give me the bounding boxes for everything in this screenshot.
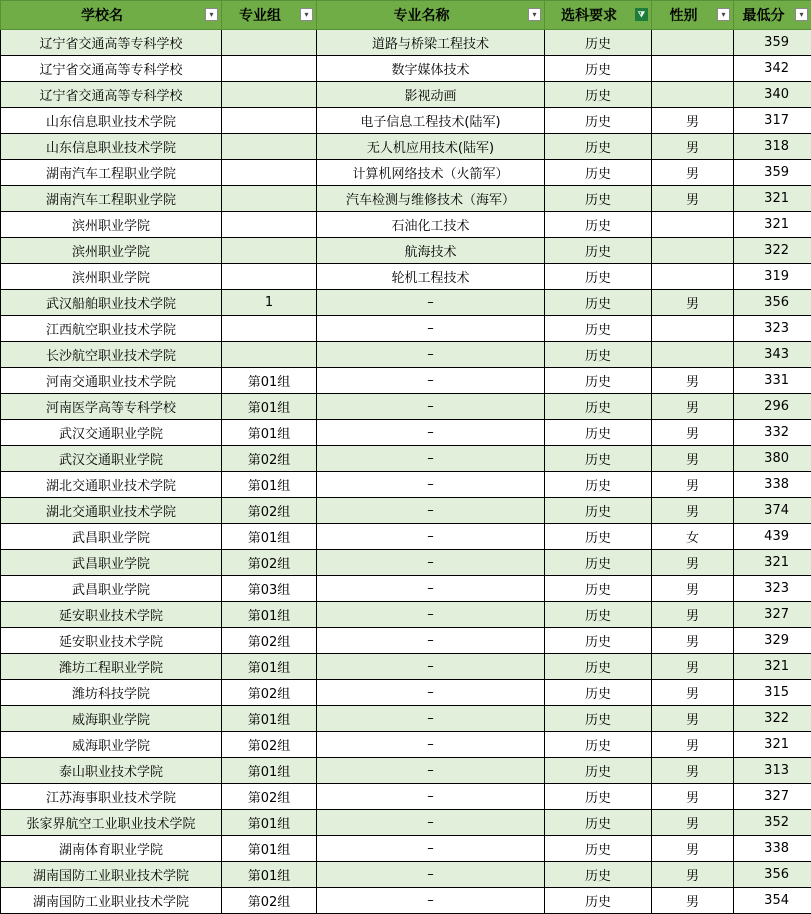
cell-score[interactable]: 321 — [734, 654, 811, 680]
table-row — [1, 680, 811, 706]
cell-major[interactable]: 影视动画 — [317, 82, 545, 108]
cell-gender[interactable]: 男 — [652, 836, 734, 862]
cell-school[interactable]: 武汉船舶职业技术学院 — [1, 290, 222, 316]
column-header-label: 专业名称 — [394, 8, 450, 24]
cell-school[interactable]: 滨州职业学院 — [1, 238, 222, 264]
cell-gender[interactable] — [652, 264, 734, 290]
cell-gender[interactable]: 男 — [652, 706, 734, 732]
cell-subject[interactable]: 历史 — [545, 758, 652, 784]
table-row — [1, 472, 811, 498]
cell-group[interactable]: 第02组 — [222, 550, 317, 576]
cell-gender[interactable]: 男 — [652, 160, 734, 186]
cell-school[interactable]: 潍坊工程职业学院 — [1, 654, 222, 680]
cell-major[interactable]: 道路与桥梁工程技术 — [317, 30, 545, 56]
cell-school[interactable]: 威海职业学院 — [1, 706, 222, 732]
chevron-down-icon[interactable]: ▾ — [795, 8, 808, 21]
cell-score[interactable]: 359 — [734, 30, 811, 56]
table-row — [1, 446, 811, 472]
cell-score[interactable]: 331 — [734, 368, 811, 394]
cell-major[interactable]: – — [317, 498, 545, 524]
table-row — [1, 238, 811, 264]
cell-major[interactable]: 无人机应用技术(陆军) — [317, 134, 545, 160]
cell-major[interactable]: 数字媒体技术 — [317, 56, 545, 82]
cell-group[interactable]: 第01组 — [222, 810, 317, 836]
cell-subject[interactable]: 历史 — [545, 576, 652, 602]
cell-score[interactable]: 317 — [734, 108, 811, 134]
cell-score[interactable]: 356 — [734, 862, 811, 888]
cell-subject[interactable]: 历史 — [545, 836, 652, 862]
cell-group[interactable]: 第01组 — [222, 654, 317, 680]
cell-major[interactable]: – — [317, 888, 545, 914]
cell-score[interactable]: 352 — [734, 810, 811, 836]
cell-major[interactable]: – — [317, 758, 545, 784]
cell-subject[interactable]: 历史 — [545, 628, 652, 654]
table-row — [1, 290, 811, 316]
cell-subject[interactable]: 历史 — [545, 498, 652, 524]
cell-gender[interactable]: 男 — [652, 758, 734, 784]
cell-major[interactable]: – — [317, 784, 545, 810]
cell-major[interactable]: – — [317, 316, 545, 342]
cell-group[interactable]: 第01组 — [222, 420, 317, 446]
table-header — [1, 1, 811, 30]
column-header-gender[interactable] — [652, 1, 734, 30]
cell-gender[interactable]: 男 — [652, 446, 734, 472]
table-body — [1, 30, 811, 914]
cell-subject[interactable]: 历史 — [545, 108, 652, 134]
cell-school[interactable]: 辽宁省交通高等专科学校 — [1, 56, 222, 82]
cell-gender[interactable] — [652, 316, 734, 342]
table-row — [1, 134, 811, 160]
cell-major[interactable]: 石油化工技术 — [317, 212, 545, 238]
cell-score[interactable]: 323 — [734, 576, 811, 602]
cell-gender[interactable]: 男 — [652, 888, 734, 914]
table-row — [1, 186, 811, 212]
cell-score[interactable]: 340 — [734, 82, 811, 108]
cell-subject[interactable]: 历史 — [545, 212, 652, 238]
cell-score[interactable]: 321 — [734, 550, 811, 576]
cell-major[interactable]: – — [317, 524, 545, 550]
cell-major[interactable]: – — [317, 654, 545, 680]
column-header-label: 学校名 — [81, 8, 123, 24]
table-row — [1, 654, 811, 680]
cell-school[interactable]: 潍坊科技学院 — [1, 680, 222, 706]
cell-subject[interactable]: 历史 — [545, 290, 652, 316]
cell-score[interactable]: 439 — [734, 524, 811, 550]
cell-subject[interactable]: 历史 — [545, 784, 652, 810]
cell-major[interactable]: – — [317, 732, 545, 758]
cell-school[interactable]: 武昌职业学院 — [1, 576, 222, 602]
cell-gender[interactable]: 男 — [652, 862, 734, 888]
table-row — [1, 264, 811, 290]
table-row — [1, 784, 811, 810]
cell-score[interactable]: 338 — [734, 836, 811, 862]
cell-school[interactable]: 山东信息职业技术学院 — [1, 134, 222, 160]
cell-gender[interactable]: 男 — [652, 472, 734, 498]
cell-school[interactable]: 武汉交通职业学院 — [1, 446, 222, 472]
cell-group[interactable]: 第02组 — [222, 732, 317, 758]
table-row — [1, 550, 811, 576]
table-row — [1, 160, 811, 186]
cell-score[interactable]: 356 — [734, 290, 811, 316]
cell-group[interactable] — [222, 30, 317, 56]
cell-score[interactable]: 315 — [734, 680, 811, 706]
cell-major[interactable]: – — [317, 862, 545, 888]
table-row — [1, 82, 811, 108]
cell-subject[interactable]: 历史 — [545, 732, 652, 758]
cell-gender[interactable] — [652, 56, 734, 82]
cell-school[interactable]: 武昌职业学院 — [1, 550, 222, 576]
cell-school[interactable]: 湖南汽车工程职业学院 — [1, 160, 222, 186]
cell-score[interactable]: 322 — [734, 238, 811, 264]
cell-score[interactable]: 327 — [734, 784, 811, 810]
cell-major[interactable]: 电子信息工程技术(陆军) — [317, 108, 545, 134]
cell-gender[interactable]: 女 — [652, 524, 734, 550]
cell-gender[interactable]: 男 — [652, 368, 734, 394]
column-header-group[interactable] — [222, 1, 317, 30]
cell-score[interactable]: 332 — [734, 420, 811, 446]
cell-score[interactable]: 296 — [734, 394, 811, 420]
cell-group[interactable] — [222, 56, 317, 82]
cell-school[interactable]: 长沙航空职业技术学院 — [1, 342, 222, 368]
cell-subject[interactable]: 历史 — [545, 810, 652, 836]
cell-gender[interactable]: 男 — [652, 134, 734, 160]
cell-score[interactable]: 343 — [734, 342, 811, 368]
cell-group[interactable] — [222, 108, 317, 134]
cell-school[interactable]: 威海职业学院 — [1, 732, 222, 758]
chevron-down-icon[interactable]: ▾ — [528, 8, 541, 21]
cell-major[interactable]: – — [317, 446, 545, 472]
cell-school[interactable]: 延安职业技术学院 — [1, 602, 222, 628]
table-row — [1, 524, 811, 550]
cell-score[interactable]: 319 — [734, 264, 811, 290]
cell-group[interactable]: 第02组 — [222, 628, 317, 654]
cell-major[interactable]: – — [317, 602, 545, 628]
cell-school[interactable]: 湖北交通职业技术学院 — [1, 472, 222, 498]
column-header-label: 选科要求 — [561, 8, 617, 24]
cell-score[interactable]: 318 — [734, 134, 811, 160]
cell-school[interactable]: 武昌职业学院 — [1, 524, 222, 550]
table-row — [1, 706, 811, 732]
cell-subject[interactable]: 历史 — [545, 420, 652, 446]
cell-group[interactable]: 第01组 — [222, 472, 317, 498]
cell-gender[interactable]: 男 — [652, 186, 734, 212]
cell-gender[interactable]: 男 — [652, 654, 734, 680]
cell-subject[interactable]: 历史 — [545, 706, 652, 732]
cell-subject[interactable]: 历史 — [545, 186, 652, 212]
table-row — [1, 862, 811, 888]
cell-major[interactable]: 航海技术 — [317, 238, 545, 264]
cell-major[interactable]: – — [317, 368, 545, 394]
funnel-icon[interactable]: ⧩ — [635, 8, 648, 21]
cell-subject[interactable]: 历史 — [545, 238, 652, 264]
cell-group[interactable]: 第02组 — [222, 446, 317, 472]
cell-subject[interactable]: 历史 — [545, 862, 652, 888]
column-header-score[interactable] — [734, 1, 811, 30]
table-row — [1, 628, 811, 654]
cell-subject[interactable]: 历史 — [545, 56, 652, 82]
cell-major[interactable]: – — [317, 472, 545, 498]
cell-school[interactable]: 河南交通职业技术学院 — [1, 368, 222, 394]
cell-subject[interactable]: 历史 — [545, 134, 652, 160]
cell-gender[interactable] — [652, 82, 734, 108]
cell-major[interactable]: – — [317, 810, 545, 836]
cell-subject[interactable]: 历史 — [545, 680, 652, 706]
cell-group[interactable]: 第01组 — [222, 758, 317, 784]
cell-school[interactable]: 辽宁省交通高等专科学校 — [1, 82, 222, 108]
cell-group[interactable] — [222, 212, 317, 238]
cell-subject[interactable]: 历史 — [545, 368, 652, 394]
cell-school[interactable]: 山东信息职业技术学院 — [1, 108, 222, 134]
cell-score[interactable]: 374 — [734, 498, 811, 524]
cell-school[interactable]: 湖南国防工业职业技术学院 — [1, 888, 222, 914]
cell-gender[interactable]: 男 — [652, 628, 734, 654]
cell-score[interactable]: 321 — [734, 732, 811, 758]
cell-score[interactable]: 359 — [734, 160, 811, 186]
cell-group[interactable] — [222, 134, 317, 160]
cell-gender[interactable]: 男 — [652, 108, 734, 134]
cell-school[interactable]: 延安职业技术学院 — [1, 628, 222, 654]
cell-group[interactable] — [222, 342, 317, 368]
cell-gender[interactable] — [652, 342, 734, 368]
cell-gender[interactable]: 男 — [652, 420, 734, 446]
table-row — [1, 888, 811, 914]
cell-school[interactable]: 江西航空职业技术学院 — [1, 316, 222, 342]
cell-school[interactable]: 滨州职业学院 — [1, 212, 222, 238]
cell-school[interactable]: 湖南汽车工程职业学院 — [1, 186, 222, 212]
cell-group[interactable]: 第02组 — [222, 498, 317, 524]
cell-subject[interactable]: 历史 — [545, 394, 652, 420]
cell-gender[interactable] — [652, 30, 734, 56]
cell-subject[interactable]: 历史 — [545, 888, 652, 914]
cell-group[interactable] — [222, 316, 317, 342]
cell-gender[interactable]: 男 — [652, 550, 734, 576]
cell-gender[interactable] — [652, 238, 734, 264]
table-row — [1, 108, 811, 134]
column-header-label: 最低分 — [743, 8, 785, 24]
table-row — [1, 498, 811, 524]
cell-score[interactable]: 327 — [734, 602, 811, 628]
cell-school[interactable]: 张家界航空工业职业技术学院 — [1, 810, 222, 836]
cell-major[interactable]: – — [317, 342, 545, 368]
cell-major[interactable]: 计算机网络技术（火箭军） — [317, 160, 545, 186]
cell-school[interactable]: 滨州职业学院 — [1, 264, 222, 290]
cell-group[interactable] — [222, 82, 317, 108]
cell-gender[interactable]: 男 — [652, 576, 734, 602]
cell-score[interactable]: 322 — [734, 706, 811, 732]
cell-group[interactable] — [222, 238, 317, 264]
cell-score[interactable]: 321 — [734, 212, 811, 238]
cell-score[interactable]: 321 — [734, 186, 811, 212]
cell-score[interactable]: 380 — [734, 446, 811, 472]
cell-group[interactable]: 第01组 — [222, 836, 317, 862]
cell-group[interactable]: 第03组 — [222, 576, 317, 602]
cell-subject[interactable]: 历史 — [545, 264, 652, 290]
cell-subject[interactable]: 历史 — [545, 446, 652, 472]
cell-subject[interactable]: 历史 — [545, 316, 652, 342]
cell-group[interactable]: 第01组 — [222, 394, 317, 420]
cell-score[interactable]: 329 — [734, 628, 811, 654]
cell-score[interactable]: 354 — [734, 888, 811, 914]
table-row — [1, 368, 811, 394]
column-header-school[interactable] — [1, 1, 222, 30]
cell-group[interactable]: 第02组 — [222, 680, 317, 706]
table-row — [1, 342, 811, 368]
table-row — [1, 836, 811, 862]
table-row — [1, 316, 811, 342]
cell-school[interactable]: 辽宁省交通高等专科学校 — [1, 30, 222, 56]
cell-subject[interactable]: 历史 — [545, 654, 652, 680]
table-row — [1, 212, 811, 238]
table-row — [1, 56, 811, 82]
cell-major[interactable]: – — [317, 680, 545, 706]
cell-group[interactable] — [222, 186, 317, 212]
cell-score[interactable]: 313 — [734, 758, 811, 784]
cell-school[interactable]: 湖南体育职业学院 — [1, 836, 222, 862]
cell-gender[interactable]: 男 — [652, 680, 734, 706]
table-row — [1, 732, 811, 758]
table-row — [1, 394, 811, 420]
cell-subject[interactable]: 历史 — [545, 82, 652, 108]
cell-major[interactable]: – — [317, 420, 545, 446]
cell-group[interactable] — [222, 160, 317, 186]
chevron-down-icon[interactable]: ▾ — [717, 8, 730, 21]
cell-subject[interactable]: 历史 — [545, 30, 652, 56]
cell-school[interactable]: 泰山职业技术学院 — [1, 758, 222, 784]
cell-gender[interactable]: 男 — [652, 732, 734, 758]
cell-gender[interactable]: 男 — [652, 498, 734, 524]
cell-group[interactable]: 第01组 — [222, 862, 317, 888]
cell-group[interactable]: 第02组 — [222, 784, 317, 810]
cell-major[interactable]: – — [317, 394, 545, 420]
cell-score[interactable]: 338 — [734, 472, 811, 498]
table-row — [1, 576, 811, 602]
column-header-label: 专业组 — [239, 8, 281, 24]
cell-subject[interactable]: 历史 — [545, 602, 652, 628]
cell-score[interactable]: 323 — [734, 316, 811, 342]
cell-subject[interactable]: 历史 — [545, 472, 652, 498]
cell-gender[interactable]: 男 — [652, 602, 734, 628]
table-row — [1, 30, 811, 56]
cell-gender[interactable] — [652, 212, 734, 238]
cell-school[interactable]: 河南医学高等专科学校 — [1, 394, 222, 420]
column-header-subject[interactable] — [545, 1, 652, 30]
cell-gender[interactable]: 男 — [652, 784, 734, 810]
cell-major[interactable]: – — [317, 706, 545, 732]
cell-school[interactable]: 湖北交通职业技术学院 — [1, 498, 222, 524]
cell-major[interactable]: – — [317, 628, 545, 654]
chevron-down-icon[interactable]: ▾ — [300, 8, 313, 21]
cell-group[interactable]: 第01组 — [222, 524, 317, 550]
cell-group[interactable] — [222, 264, 317, 290]
chevron-down-icon[interactable]: ▾ — [205, 8, 218, 21]
cell-gender[interactable]: 男 — [652, 394, 734, 420]
header-row — [1, 1, 811, 30]
cell-subject[interactable]: 历史 — [545, 160, 652, 186]
cell-gender[interactable]: 男 — [652, 290, 734, 316]
cell-school[interactable]: 武汉交通职业学院 — [1, 420, 222, 446]
cell-major[interactable]: – — [317, 836, 545, 862]
table-row — [1, 810, 811, 836]
cell-subject[interactable]: 历史 — [545, 342, 652, 368]
cell-major[interactable]: 汽车检测与维修技术（海军） — [317, 186, 545, 212]
table-row — [1, 420, 811, 446]
cell-score[interactable]: 342 — [734, 56, 811, 82]
cell-group[interactable]: 第02组 — [222, 888, 317, 914]
column-header-major[interactable] — [317, 1, 545, 30]
cell-gender[interactable]: 男 — [652, 810, 734, 836]
cell-major[interactable]: 轮机工程技术 — [317, 264, 545, 290]
cell-group[interactable]: 1 — [222, 290, 317, 316]
cell-major[interactable]: – — [317, 576, 545, 602]
column-header-label: 性别 — [670, 8, 698, 24]
table-row — [1, 758, 811, 784]
cell-group[interactable]: 第01组 — [222, 602, 317, 628]
cell-group[interactable]: 第01组 — [222, 706, 317, 732]
cell-subject[interactable]: 历史 — [545, 524, 652, 550]
cell-school[interactable]: 湖南国防工业职业技术学院 — [1, 862, 222, 888]
cell-major[interactable]: – — [317, 550, 545, 576]
cell-group[interactable]: 第01组 — [222, 368, 317, 394]
cell-school[interactable]: 江苏海事职业技术学院 — [1, 784, 222, 810]
cell-subject[interactable]: 历史 — [545, 550, 652, 576]
table-row — [1, 602, 811, 628]
cell-major[interactable]: – — [317, 290, 545, 316]
